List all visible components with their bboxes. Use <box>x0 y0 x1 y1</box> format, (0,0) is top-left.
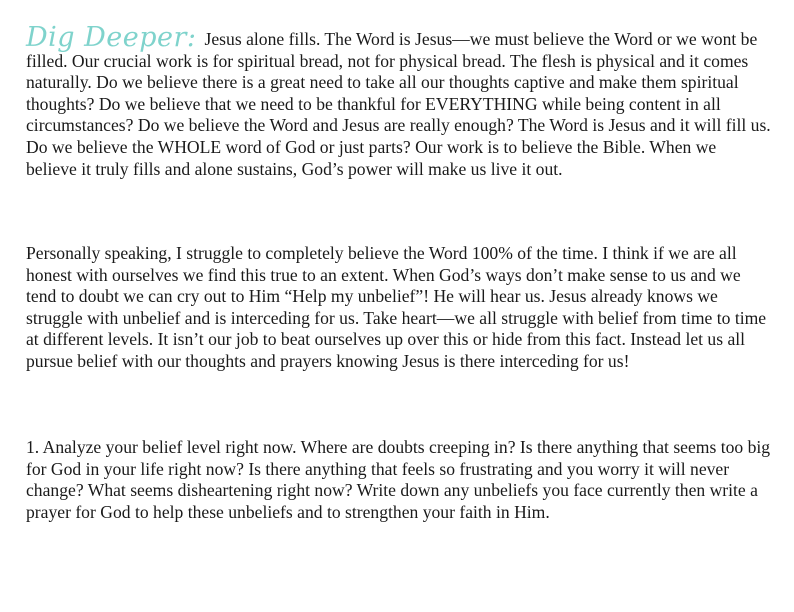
paragraph-question: 1. Analyze your belief level right now. Where are doubts creeping in? Is there anything that seems too big for God in your life right now? Is there anything that feels so frustrating and you worry it will never change? What seems disheartening right now? Write down any unbeliefs you face currently then write a prayer for God to help these unbeliefs and to strengthen your faith in Him. <box>26 437 771 522</box>
dig-deeper-heading: Dig Deeper: <box>26 22 197 53</box>
paragraph-personal: Personally speaking, I struggle to completely believe the Word 100% of the time. I think if we are all honest with ourselves we find this true to an extent. When God’s ways don’t make sense to us and we tend to doubt we can cry out to Him “Help my unbelief”! He will hear us. Jesus already knows we struggle with unbelief and is interceding for us. Take heart—we all struggle with belief from time to time at different levels. It isn’t our job to beat ourselves up over this or hide from this fact. Instead let us all pursue belief with our thoughts and prayers knowing Jesus is there interceding for us! <box>26 243 767 371</box>
paragraph-intro <box>26 22 771 180</box>
paragraph-intro-text: Jesus alone fills. The Word is Jesus—we must believe the Word or we wont be filled. Our crucial work is for spiritual bread, not for physical bread. The flesh is physical and it comes naturally. Do we believe there is a great need to take all our thoughts captive and make them spiritual thoughts? Do we believe that we need to be thankful for EVERYTHING while being content in all circumstances? Do we believe the Word and Jesus are really enough? The Word is Jesus and it will fill us. Do we believe the WHOLE word of God or just parts? Our work is to believe the Bible. When we believe it truly fills and alone sustains, God’s power will make us live it out. <box>26 29 771 179</box>
